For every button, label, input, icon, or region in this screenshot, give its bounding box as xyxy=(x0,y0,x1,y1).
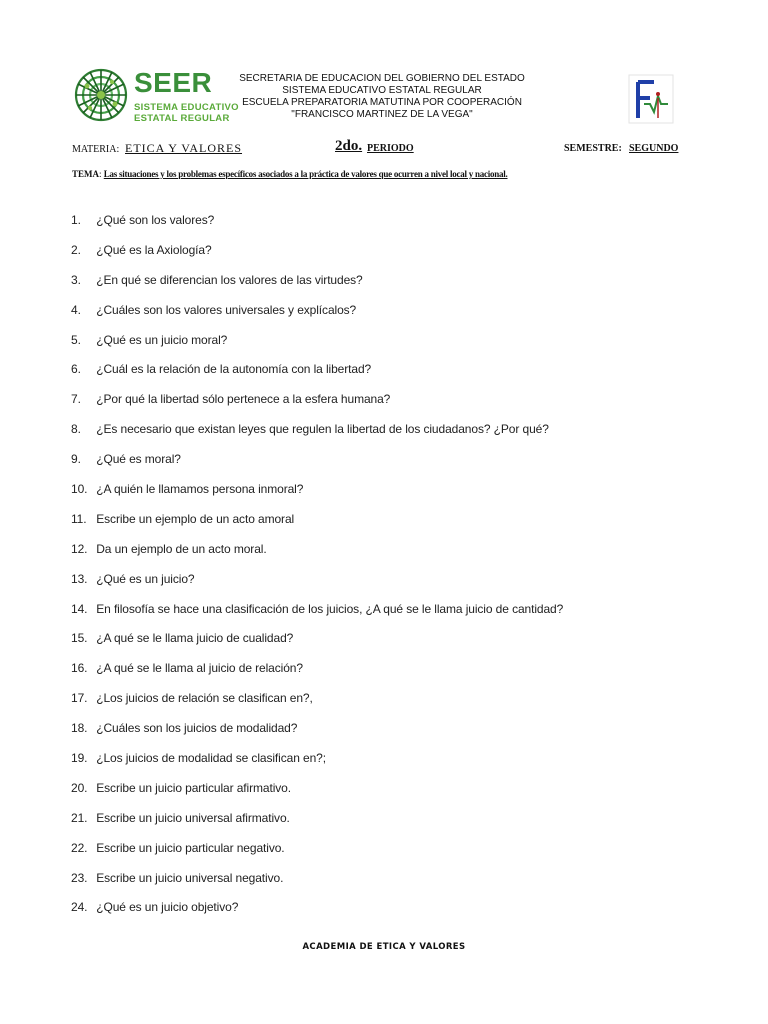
footer-academy: ACADEMIA DE ETICA Y VALORES xyxy=(302,942,466,952)
question-item xyxy=(71,422,711,452)
question-item xyxy=(71,482,711,512)
institution-header xyxy=(232,73,532,121)
question-text: Escribe un juicio particular afirmativo. xyxy=(96,780,291,795)
materia-value: ETICA Y VALORES xyxy=(125,141,243,155)
question-number: 13. xyxy=(71,571,88,586)
question-text: Escribe un juicio particular negativo. xyxy=(96,840,285,855)
question-number: 1. xyxy=(71,213,81,227)
institution-line: SECRETARIA DE EDUCACION DEL GOBIERNO DEL ESTADO xyxy=(239,73,525,84)
question-item xyxy=(71,303,711,333)
materia-label: MATERIA: xyxy=(72,144,120,155)
subject-info-line xyxy=(72,138,684,159)
question-item xyxy=(71,243,711,273)
question-number: 16. xyxy=(71,661,88,676)
periodo-number: 2do. xyxy=(335,138,363,154)
question-number: 8. xyxy=(71,422,81,437)
seer-emblem-icon xyxy=(72,66,130,124)
question-text: Escribe un juicio universal afirmativo. xyxy=(96,810,290,825)
question-item xyxy=(71,512,711,542)
question-item xyxy=(71,721,711,751)
semestre-value: SEGUNDO xyxy=(629,143,679,154)
question-text: ¿A qué se le llama juicio de cualidad? xyxy=(96,631,294,646)
seer-wordmark: SEER xyxy=(134,67,213,98)
question-text: ¿Cuáles son los juicios de modalidad? xyxy=(96,721,298,736)
question-text: ¿Qué es un juicio? xyxy=(96,571,195,586)
question-number: 10. xyxy=(71,482,88,497)
question-text: ¿A qué se le llama al juicio de relación? xyxy=(96,661,303,676)
question-text: ¿Qué es un juicio moral? xyxy=(96,332,228,347)
question-number: 19. xyxy=(71,751,88,766)
question-number: 5. xyxy=(71,332,81,347)
question-item xyxy=(71,751,711,781)
question-item xyxy=(71,602,711,632)
question-item xyxy=(71,661,711,691)
question-text: ¿Qué es la Axiología? xyxy=(96,242,212,257)
question-text: ¿En qué se diferencian los valores de las virtudes? xyxy=(96,272,363,287)
institution-line: ESCUELA PREPARATORIA MATUTINA POR COOPERACIÓN xyxy=(242,97,522,108)
school-crest-icon xyxy=(628,74,674,124)
question-item xyxy=(71,542,711,572)
seer-subtitle-line1: SISTEMA EDUCATIVO xyxy=(134,102,239,113)
question-number: 14. xyxy=(71,601,88,616)
question-item xyxy=(71,572,711,602)
question-text: Da un ejemplo de un acto moral. xyxy=(96,541,267,556)
tema-line: TEMA: Las situaciones y los problemas específicos asociados a la práctica de valores que ocurren a nivel local y nacional. xyxy=(72,169,508,179)
question-text: Escribe un ejemplo de un acto amoral xyxy=(96,511,295,526)
question-item xyxy=(71,362,711,392)
question-list xyxy=(71,213,711,930)
question-text: ¿A quién le llamamos persona inmoral? xyxy=(96,482,304,497)
institution-line: SISTEMA EDUCATIVO ESTATAL REGULAR xyxy=(282,85,482,96)
tema-value: Las situaciones y los problemas específicos asociados a la práctica de valores que ocurren a nivel local y nacional. xyxy=(103,169,508,179)
question-number: 2. xyxy=(71,242,81,257)
question-text: ¿Qué es moral? xyxy=(96,452,181,467)
question-text: ¿Cuáles son los valores universales y explícalos? xyxy=(96,302,357,317)
question-item xyxy=(71,900,711,930)
question-number: 9. xyxy=(71,452,81,467)
question-number: 18. xyxy=(71,721,88,736)
question-text: ¿Los juicios de modalidad se clasifican en?; xyxy=(96,751,326,766)
question-text: En filosofía se hace una clasificación de los juicios, ¿A qué se le llama juicio de cantidad? xyxy=(96,601,564,616)
periodo-label: PERIODO xyxy=(367,143,414,154)
question-text: ¿Por qué la libertad sólo pertenece a la esfera humana? xyxy=(96,392,391,407)
question-item xyxy=(71,333,711,363)
question-text: Escribe un juicio universal negativo. xyxy=(96,870,284,885)
question-item xyxy=(71,631,711,661)
question-number: 24. xyxy=(71,900,88,915)
seer-logo xyxy=(72,66,239,128)
question-number: 21. xyxy=(71,810,88,825)
question-item xyxy=(71,781,711,811)
question-number: 6. xyxy=(71,362,81,377)
tema-label: TEMA xyxy=(72,169,99,179)
question-number: 12. xyxy=(71,541,88,556)
question-item xyxy=(71,273,711,303)
question-number: 15. xyxy=(71,631,88,646)
question-item xyxy=(71,452,711,482)
question-item xyxy=(71,691,711,721)
question-number: 17. xyxy=(71,691,88,706)
question-text: ¿Es necesario que existan leyes que regulen la libertad de los ciudadanos? ¿Por qué? xyxy=(96,422,549,437)
question-text: ¿Qué es un juicio objetivo? xyxy=(96,900,239,915)
question-number: 20. xyxy=(71,780,88,795)
question-text: ¿Qué son los valores? xyxy=(96,213,215,227)
question-item xyxy=(71,213,711,243)
question-item xyxy=(71,841,711,871)
institution-line: "FRANCISCO MARTINEZ DE LA VEGA" xyxy=(291,109,473,120)
question-item xyxy=(71,871,711,901)
question-number: 22. xyxy=(71,840,88,855)
question-item xyxy=(71,811,711,841)
semestre-label: SEMESTRE: xyxy=(564,143,622,154)
question-number: 11. xyxy=(71,511,87,526)
seer-subtitle-line2: ESTATAL REGULAR xyxy=(134,113,230,124)
question-item xyxy=(71,392,711,422)
question-number: 23. xyxy=(71,870,88,885)
question-text: ¿Cuál es la relación de la autonomía con la libertad? xyxy=(96,362,372,377)
question-number: 7. xyxy=(71,392,81,407)
question-text: ¿Los juicios de relación se clasifican en?, xyxy=(96,691,313,706)
question-number: 4. xyxy=(71,302,81,317)
question-number: 3. xyxy=(71,272,81,287)
